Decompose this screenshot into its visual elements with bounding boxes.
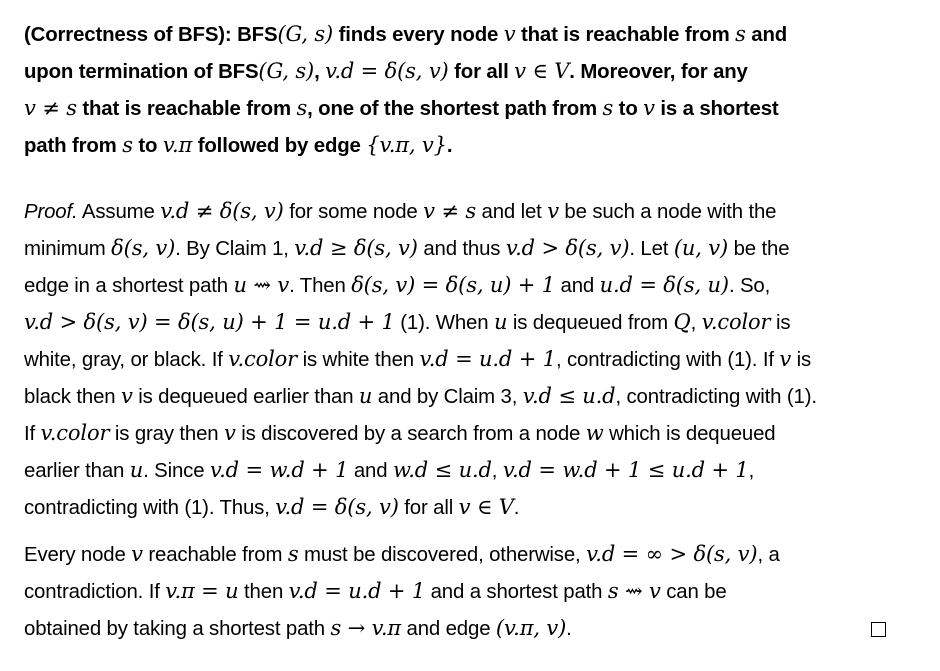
math-expression: v.d > δ(s, v)	[505, 236, 630, 260]
text-run: .	[446, 135, 453, 157]
math-expression: v.π = u	[165, 579, 239, 603]
math-expression: δ(s, v)	[111, 236, 176, 260]
text-run: ,	[491, 460, 503, 482]
text-run: . Moreover, for any	[569, 61, 748, 83]
math-expression: v.d ≤ u.d	[522, 384, 616, 408]
text-line	[24, 452, 894, 489]
text-run: is	[770, 312, 791, 334]
text-run: black then	[24, 386, 121, 408]
text-run: contradiction. If	[24, 581, 166, 603]
math-expression: v	[224, 421, 236, 445]
text-run: and	[555, 275, 600, 297]
math-expression: u	[129, 458, 144, 482]
text-run: ,	[748, 460, 755, 482]
text-line	[24, 415, 894, 452]
math-expression: v	[503, 22, 516, 46]
math-expression: (G, s)	[258, 59, 315, 83]
text-run: then	[238, 581, 289, 603]
text-run: is dequeued from	[507, 312, 674, 334]
math-expression: v.color	[228, 347, 298, 371]
text-run: and edge	[401, 618, 496, 640]
text-run: finds every node	[333, 24, 504, 46]
text-run: , one of the shortest path from	[307, 98, 603, 120]
text-run: upon termination of BFS	[24, 61, 259, 83]
text-run: followed by edge	[192, 135, 367, 157]
text-run: is discovered by a search from a node	[235, 423, 586, 445]
text-run: be such a node with the	[558, 201, 777, 223]
text-run: is	[791, 349, 812, 371]
math-expression: u	[493, 310, 508, 334]
text-line	[24, 193, 894, 230]
text-run: reachable from	[142, 544, 288, 566]
text-run: path from	[24, 135, 123, 157]
theorem-block	[24, 16, 894, 164]
text-line	[24, 378, 894, 415]
proof-label: Proof.	[24, 201, 78, 223]
text-run: is gray then	[109, 423, 224, 445]
text-run: , contradicting with (1). If	[555, 349, 780, 371]
math-expression: v ≠ s	[24, 96, 77, 120]
text-run: and let	[475, 201, 548, 223]
text-run: (1). When	[394, 312, 494, 334]
math-expression: s ⇝ v	[607, 579, 661, 603]
text-run: . Since	[143, 460, 210, 482]
text-run: and thus	[417, 238, 506, 260]
text-run: .	[513, 497, 520, 519]
text-run: . Then	[289, 275, 352, 297]
math-expression: s	[296, 96, 308, 120]
math-expression: v ∈ V	[458, 495, 514, 519]
text-line	[24, 341, 894, 378]
text-run: (Correctness of BFS): BFS	[24, 24, 278, 46]
text-run: contradicting with (1). Thus,	[24, 497, 276, 519]
text-run: . By Claim 1,	[175, 238, 295, 260]
math-expression: v.π	[162, 133, 193, 157]
math-expression: v.d = δ(s, v)	[325, 59, 449, 83]
math-expression: w	[585, 421, 604, 445]
text-line	[24, 536, 894, 573]
math-expression: w.d ≤ u.d	[392, 458, 492, 482]
math-expression: v.d = w.d + 1 ≤ u.d + 1	[502, 458, 749, 482]
qed-square-icon	[871, 622, 886, 637]
math-expression: δ(s, v) = δ(s, u) + 1	[351, 273, 555, 297]
text-line	[24, 610, 894, 647]
text-line	[24, 230, 894, 267]
text-run: be the	[728, 238, 790, 260]
text-line	[24, 267, 894, 304]
text-run: can be	[660, 581, 727, 603]
math-expression: s	[602, 96, 614, 120]
text-run: and	[745, 24, 788, 46]
math-expression: v.d = w.d + 1	[209, 458, 349, 482]
text-run: white, gray, or black. If	[24, 349, 229, 371]
text-run: edge in a shortest path	[24, 275, 234, 297]
text-run: and	[348, 460, 393, 482]
text-run: ,	[690, 312, 702, 334]
text-line	[24, 90, 894, 127]
text-line	[24, 53, 894, 90]
text-run: minimum	[24, 238, 112, 260]
math-expression: v.d = u.d + 1	[288, 579, 426, 603]
math-expression: v.d ≠ δ(s, v)	[160, 199, 284, 223]
text-run: .	[566, 618, 572, 640]
text-run: is white then	[297, 349, 420, 371]
math-expression: v.d > δ(s, v) = δ(s, u) + 1 = u.d + 1	[24, 310, 395, 334]
math-expression: (G, s)	[277, 22, 334, 46]
text-run: . So,	[728, 275, 771, 297]
math-expression: {v.π, v}	[366, 133, 447, 157]
math-expression: v ∈ V	[514, 59, 570, 83]
text-run: to	[613, 98, 644, 120]
text-run: , a	[757, 544, 780, 566]
math-expression: (u, v)	[673, 236, 729, 260]
math-expression: s	[287, 542, 299, 566]
text-run: to	[132, 135, 163, 157]
math-expression: v ≠ s	[423, 199, 476, 223]
math-expression: v	[131, 542, 143, 566]
math-expression: v.d = u.d + 1	[419, 347, 556, 371]
text-run: that is reachable from	[76, 98, 297, 120]
text-run: and a shortest path	[425, 581, 608, 603]
text-line	[24, 304, 894, 341]
math-expression: v.color	[701, 310, 771, 334]
math-expression: v	[643, 96, 655, 120]
proof-paragraph-1	[24, 193, 894, 526]
text-run: earlier than	[24, 460, 130, 482]
text-run: that is reachable from	[515, 24, 736, 46]
math-expression: Q	[673, 310, 691, 334]
math-expression: u.d = δ(s, u)	[599, 273, 729, 297]
proof-paragraph-2	[24, 536, 894, 647]
text-run: , contradicting with (1).	[615, 386, 817, 408]
text-run: for all	[398, 497, 459, 519]
math-expression: v.d = δ(s, v)	[275, 495, 399, 519]
text-line	[24, 573, 894, 610]
math-expression: v	[547, 199, 559, 223]
text-run: must be discovered, otherwise,	[298, 544, 587, 566]
math-expression: v	[779, 347, 792, 371]
math-expression: u ⇝ v	[233, 273, 290, 297]
text-run: for some node	[283, 201, 424, 223]
text-run: Assume	[77, 201, 161, 223]
text-run: is a shortest	[654, 98, 779, 120]
text-run: obtained by taking a shortest path	[24, 618, 331, 640]
text-line	[24, 489, 894, 526]
math-expression: v.color	[40, 421, 110, 445]
math-expression: v	[120, 384, 133, 408]
math-expression: s → v.π	[330, 616, 402, 640]
text-line	[24, 127, 894, 164]
text-run: for all	[448, 61, 515, 83]
math-expression: s	[122, 133, 133, 157]
math-expression: u	[358, 384, 373, 408]
text-run: which is dequeued	[603, 423, 776, 445]
text-run: If	[24, 423, 41, 445]
text-run: is dequeued earlier than	[132, 386, 359, 408]
text-run: and by Claim 3,	[372, 386, 523, 408]
math-expression: v.d = ∞ > δ(s, v)	[586, 542, 758, 566]
text-run: Every node	[24, 544, 132, 566]
document-page	[24, 16, 894, 647]
math-expression: v.d ≥ δ(s, v)	[294, 236, 418, 260]
text-run: ,	[314, 61, 326, 83]
math-expression: s	[735, 22, 746, 46]
math-expression: (v.π, v)	[495, 616, 567, 640]
text-run: . Let	[629, 238, 674, 260]
text-line	[24, 16, 894, 53]
